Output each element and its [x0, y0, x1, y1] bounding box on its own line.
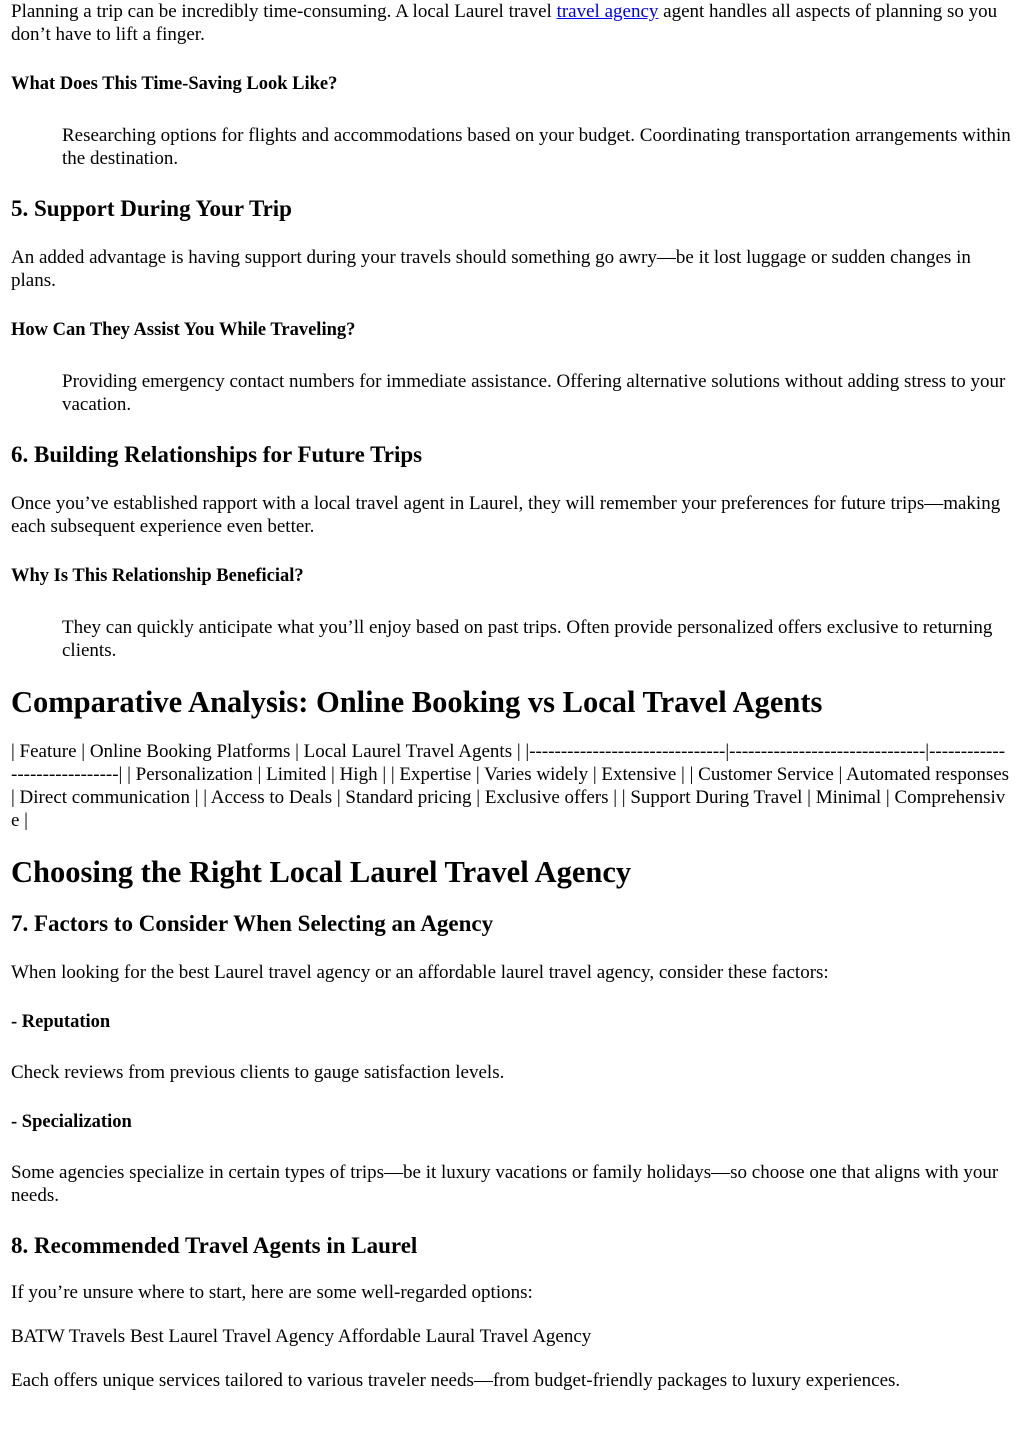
section-5-subheading: How Can They Assist You While Traveling?	[11, 320, 356, 340]
section-6-subheading: Why Is This Relationship Beneficial?	[11, 566, 304, 586]
section-5-heading: 5. Support During Your Trip	[11, 196, 292, 221]
section-7-heading: 7. Factors to Consider When Selecting an Agency	[11, 911, 494, 936]
section-7-body: When looking for the best Laurel travel agency or an affordable laurel travel agency, consider these factors:	[11, 962, 829, 983]
reputation-heading: - Reputation	[11, 1012, 111, 1032]
section-6-body: Once you’ve established rapport with a local travel agent in Laurel, they will remember your preferences for future trips—making each subsequent experience even better.	[11, 493, 1001, 537]
recommended-agents-list: BATW Travels Best Laurel Travel Agency Affordable Laural Travel Agency	[11, 1326, 592, 1347]
choosing-heading: Choosing the Right Local Laurel Travel Agency	[11, 855, 632, 889]
comparative-heading: Comparative Analysis: Online Booking vs Local Travel Agents	[11, 685, 823, 719]
section-5-quote: Providing emergency contact numbers for immediate assistance. Offering alternative solutions without adding stress to your vacation.	[62, 371, 1006, 415]
intro-paragraph	[11, 0, 1011, 46]
travel-agency-link[interactable]: travel agency	[556, 1, 659, 22]
intro-text-after: agent handles all aspects of planning so you don’t have to lift a finger.	[11, 1, 998, 45]
section-5-body: An added advantage is having support during your travels should something go awry—be it lost luggage or sudden changes in plans.	[11, 247, 971, 291]
section-8-closing: Each offers unique services tailored to various traveler needs—from budget-friendly packages to luxury experiences.	[11, 1370, 901, 1391]
comparison-table-text: | Feature | Online Booking Platforms | Local Laurel Travel Agents | |-------------------------------|-------------------------------|-----------------------------| | Personalization | Limited | High | | Expertise | Varies widely | Extensive | | Customer Service | Automated responses | Direct communication | | Access to Deals | Standard pricing | Exclusive offers | | Support During Travel | Minimal | Comprehensive |	[11, 741, 1010, 831]
article-content	[11, 0, 1011, 1392]
section-8-body: If you’re unsure where to start, here are some well-regarded options:	[11, 1282, 533, 1303]
section-8-heading: 8. Recommended Travel Agents in Laurel	[11, 1233, 418, 1258]
timesaving-quote: Researching options for flights and accommodations based on your budget. Coordinating transportation arrangements within the destination.	[62, 125, 1011, 169]
specialization-body: Some agencies specialize in certain types of trips—be it luxury vacations or family holidays—so choose one that aligns with your needs.	[11, 1162, 999, 1206]
specialization-heading: - Specialization	[11, 1112, 132, 1132]
intro-text-before: Planning a trip can be incredibly time-consuming. A local Laurel travel	[11, 1, 557, 22]
reputation-body: Check reviews from previous clients to gauge satisfaction levels.	[11, 1062, 505, 1083]
timesaving-heading: What Does This Time-Saving Look Like?	[11, 74, 338, 94]
section-6-quote: They can quickly anticipate what you’ll enjoy based on past trips. Often provide personalized offers exclusive to returning clients.	[62, 617, 993, 661]
section-6-heading: 6. Building Relationships for Future Trips	[11, 442, 423, 467]
